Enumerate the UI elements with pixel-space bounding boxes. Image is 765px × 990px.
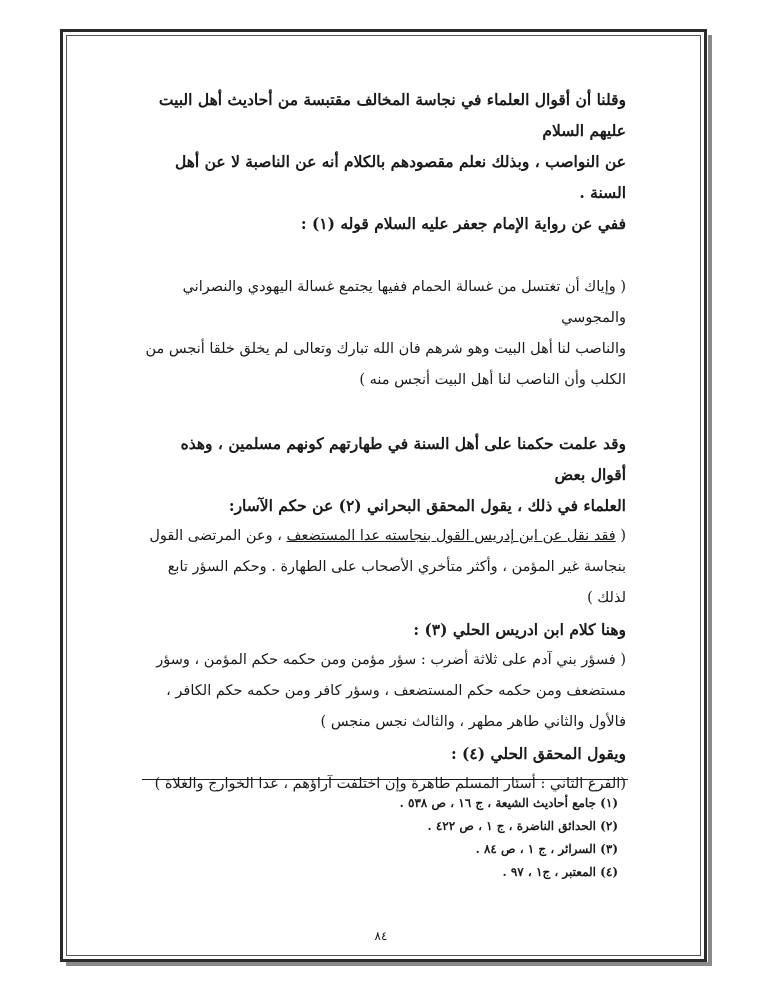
quote2-line3: لذلك ) [587, 590, 626, 606]
para2-line2: العلماء في ذلك ، يقول المحقق البحراني (٢) عن حكم الآسار: [228, 496, 626, 515]
para1-line3: ففي عن رواية الإمام جعفر عليه السلام قوله (١) : [300, 214, 626, 233]
para1-line1: وقلنا أن أقوال العلماء في نجاسة المخالف مقتبسة من أحاديث أهل البيت عليهم السلام [158, 90, 626, 140]
quote1-line3: الكلب وأن الناصب لنا أهل البيت أنجس منه ) [359, 372, 626, 388]
page-number: ٨٤ [374, 929, 388, 943]
quote3-line2: مستضعف ومن حكمه حكم المستضعف ، وسؤر كافر ومن حكمه حكم الكافر ، [166, 683, 626, 699]
spacer [140, 396, 626, 428]
quote2-line2: بنجاسة غير المؤمن ، وأكثر متأخري الأصحاب على الطهارة . وحكم السؤر تابع [167, 559, 626, 575]
quote2-open: ( [615, 528, 626, 544]
footnote-3: (٣) السرائر ، ج ١ ، ص ٨٤ . [475, 842, 618, 856]
para2-line1: وقد علمت حكمنا على أهل السنة في طهارتهم كونهم مسلمين ، وهذه أقوال بعض [180, 434, 626, 484]
heading4: ويقول المحقق الحلي (٤) : [450, 744, 626, 763]
footnotes [300, 792, 618, 884]
quote2-rest: ، وعن المرتضى القول [149, 528, 287, 544]
quote2-line1 [140, 521, 626, 552]
footnote-1: (١) جامع أحاديث الشيعة ، ج ١٦ ، ص ٥٣٨ . [399, 796, 618, 810]
para1-line2: عن النواصب ، وبذلك نعلم مقصودهم بالكلام أنه عن الناصبة لا عن أهل السنة . [175, 152, 626, 202]
quote1-line1: ( وإياك أن تغتسل من غسالة الحمام ففيها يجتمع غسالة اليهودي والنصراني والمجوسي [182, 279, 626, 326]
quote3-line3: فالأول والثاني طاهر مطهر ، والثالث نجس منجس ) [320, 714, 626, 730]
footnote-2: (٢) الحدائق الناضرة ، ج ١ ، ص ٤٢٢ . [427, 819, 618, 833]
footnote-4: (٤) المعتبر ، ج١ ، ٩٧ . [502, 865, 618, 879]
quote2-underlined: فقد نقل عن ابن إدريس القول بنجاسته عدا المستضعف [286, 528, 616, 544]
quote1-line2: والناصب لنا أهل البيت وهو شرهم فان الله تبارك وتعالى لم يخلق خلقا أنجس من [145, 341, 626, 357]
spacer [140, 239, 626, 272]
quote4-line1: (الفرع الثاني : أسئار المسلم طاهرة وإن اختلفت آراؤهم ، عدا الخوارج والغلاة ) [154, 776, 626, 792]
heading3: وهنا كلام ابن ادريس الحلي (٣) : [413, 620, 626, 639]
quote3-line1: ( فسؤر بني آدم على ثلاثة أضرب : سؤر مؤمن ومن حكمه حكم المؤمن ، وسؤر [156, 652, 626, 668]
footnote-separator [142, 779, 628, 780]
page-body [140, 84, 626, 800]
